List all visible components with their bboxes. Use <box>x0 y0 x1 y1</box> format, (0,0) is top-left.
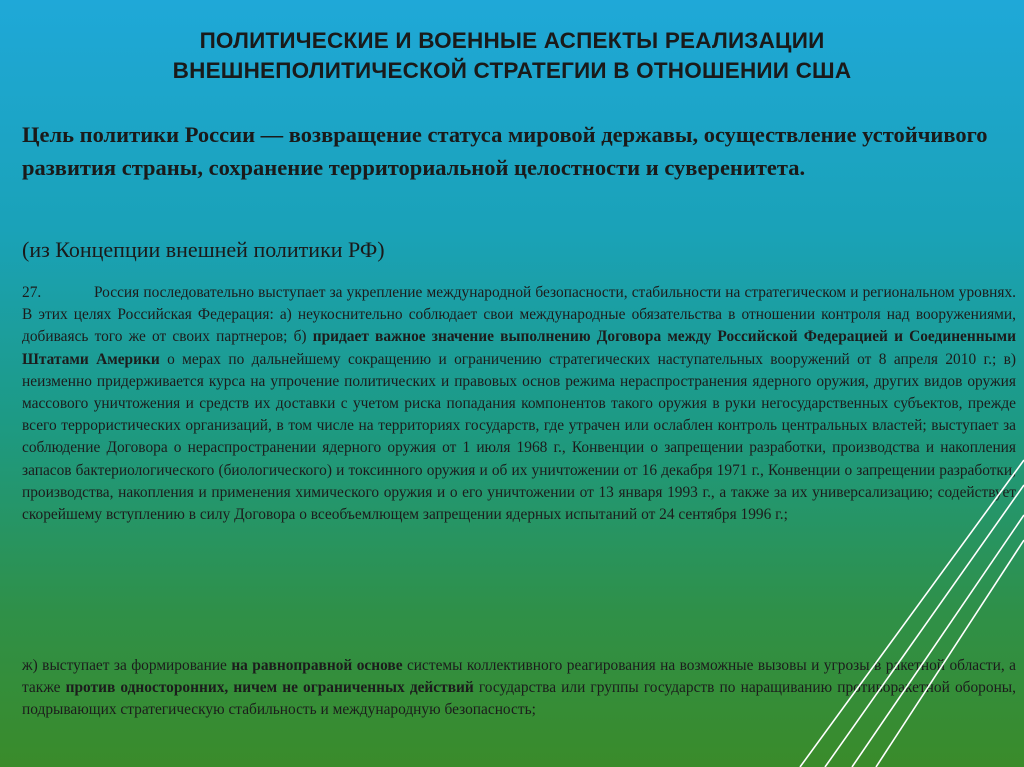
paragraph-zh-bold-2: против односторонних, ничем не ограниченных действий <box>65 679 474 697</box>
slide-title-line-1: ПОЛИТИЧЕСКИЕ И ВОЕННЫЕ АСПЕКТЫ РЕАЛИЗАЦИИ <box>199 28 825 53</box>
paragraph-zh-text-3: государства или группы государств по наращиванию противоракетной обороны, подрывающих стратегическую стабильность и международную безопасность; <box>22 679 1016 719</box>
paragraph-zh-text-2: системы коллективного реагирования на возможные вызовы и угрозы в ракетной области, а также <box>22 657 1016 697</box>
paragraph-zh <box>22 655 1016 722</box>
source-citation: (из Концепции внешней политики РФ) <box>22 237 385 262</box>
paragraph-number: 27. <box>22 284 42 301</box>
slide-title-line-2: ВНЕШНЕПОЛИТИЧЕСКОЙ СТРАТЕГИИ В ОТНОШЕНИИ США <box>172 58 852 83</box>
paragraph-27 <box>22 282 1016 526</box>
paragraph-zh-bold-1: на равноправной основе <box>231 657 403 674</box>
paragraph-27-text-1: Россия последовательно выступает за укрепление международной безопасности, стабильности на стратегическом и региональном уровнях. В этих целях Российская Федерация: а) неукоснительно соблюдает свои международные обязательства в отношении контроля над вооружениями, добиваясь того же от своих партнеров; б) <box>22 284 1016 346</box>
paragraph-27-text-2: о мерах по дальнейшему сокращению и ограничению стратегических наступательных вооружений от 8 апреля 2010 г.; в) неизменно придерживается курса на упрочение политических и правовых основ режима нераспространения ядерного оружия, других видов оружия массового уничтожения и средств их доставки с учетом риска попадания компонентов такого оружия в руки негосударственных субъектов, прежде всего террористических организаций, в том числе на территориях государств, где утрачен или ослаблен контроль центральных властей; выступает за соблюдение Договора о нераспространении ядерного оружия от 1 июля 1968 г., Конвенции о запрещении разработки, производства и накопления запасов бактериологического (биологического) и токсинного оружия и об их уничтожении от 16 декабря 1971 г., Конвенции о запрещении разработки, производства, накопления и применения химического оружия и о его уничтожении от 13 января 1993 г., а также за их универсализацию; содействует скорейшему вступлению в силу Договора о всеобъемлющем запрещении ядерных испытаний от 24 сентября 1996 г.; <box>22 350 1016 524</box>
slide-title <box>60 26 964 86</box>
paragraph-27-bold-1: придает важное значение выполнению Договора между Российской Федерацией и Соединенными Штатами Америки <box>22 328 1016 368</box>
paragraph-zh-text-1: ж) выступает за формирование <box>22 657 232 674</box>
policy-goal-statement: Цель политики России — возвращение статуса мировой державы, осуществление устойчивого развития страны, сохранение территориальной целостности и суверенитета. <box>22 122 988 180</box>
